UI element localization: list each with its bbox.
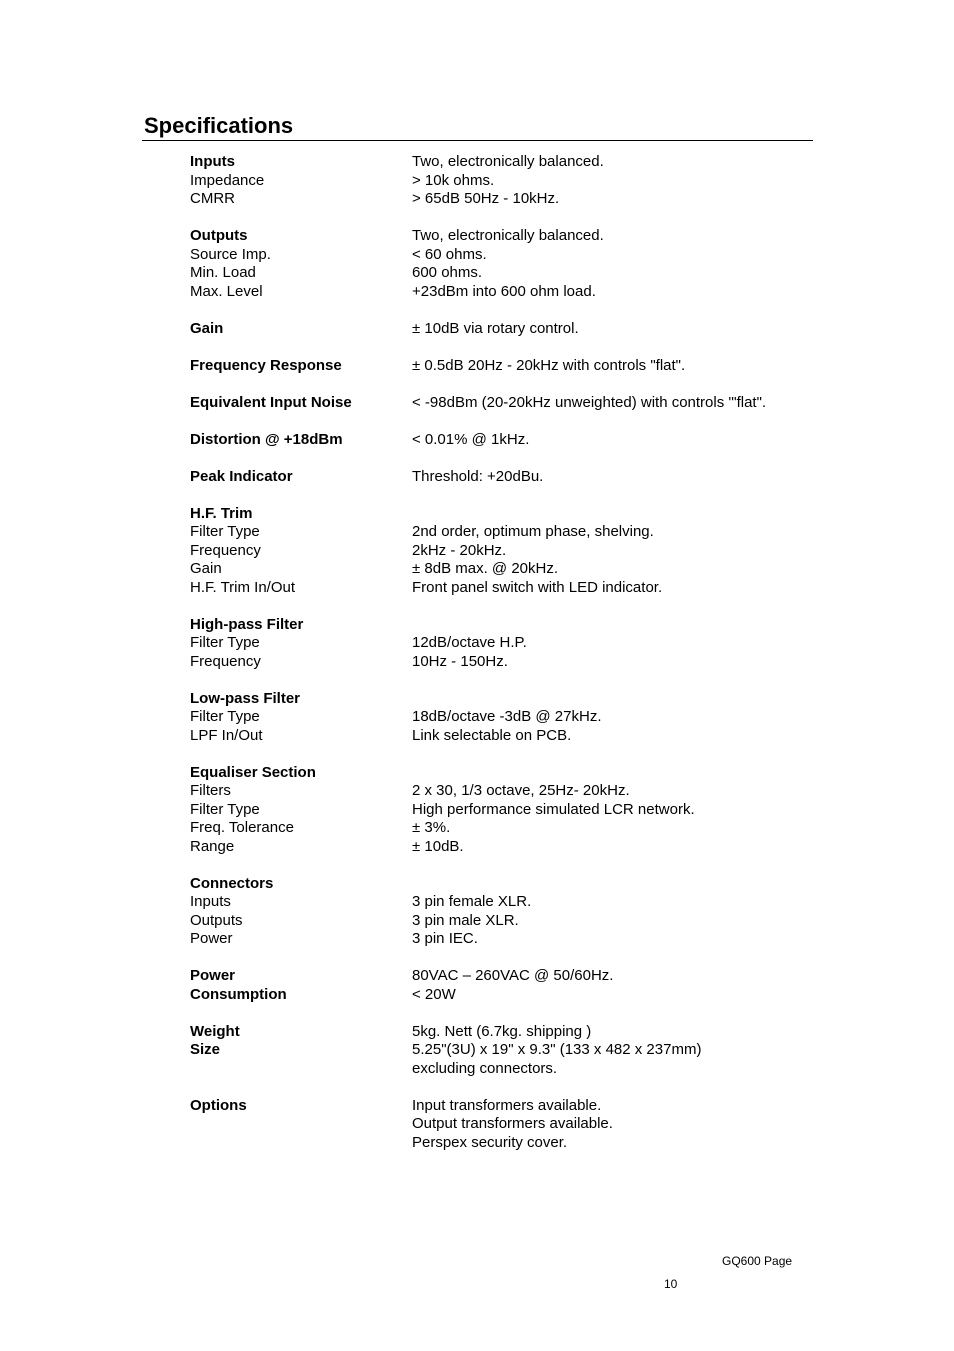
spec-value: Perspex security cover. [412, 1133, 568, 1151]
footer-page-number: 10 [664, 1277, 678, 1291]
spec-row [190, 523, 810, 542]
spec-value: ± 0.5dB 20Hz - 20kHz with controls "flat". [412, 356, 686, 374]
spec-row [190, 708, 810, 727]
spec-heading: Low-pass Filter [190, 689, 301, 707]
spec-value: 3 pin female XLR. [412, 893, 532, 910]
specifications-table [190, 153, 810, 1171]
spec-value: ± 3%. [412, 819, 451, 836]
spec-value: 80VAC – 260VAC @ 50/60Hz. [412, 967, 614, 984]
spec-group [190, 320, 810, 339]
spec-value: < 0.01% @ 1kHz. [412, 430, 530, 448]
spec-row [190, 801, 810, 820]
spec-row [190, 264, 810, 283]
spec-row [190, 819, 810, 838]
spec-group [190, 394, 810, 413]
spec-group [190, 690, 810, 746]
spec-value: +23dBm into 600 ohm load. [412, 282, 596, 300]
spec-value: excluding connectors. [412, 1059, 558, 1077]
spec-label: Freq. Tolerance [190, 819, 294, 836]
spec-value: 2nd order, optimum phase, shelving. [412, 523, 654, 540]
spec-label: Power [190, 930, 233, 947]
spec-row [190, 690, 810, 709]
spec-label: CMRR [190, 190, 235, 207]
spec-heading: Inputs [190, 153, 235, 170]
spec-value: Front panel switch with LED indicator. [412, 578, 663, 596]
spec-value: ± 10dB. [412, 837, 464, 855]
spec-row [190, 986, 810, 1005]
spec-group [190, 764, 810, 857]
spec-label: Filter Type [190, 523, 260, 540]
spec-row [190, 634, 810, 653]
spec-row [190, 1023, 810, 1042]
spec-row [190, 1041, 810, 1060]
page-title: Specifications [144, 113, 294, 138]
spec-row [190, 505, 810, 524]
spec-group [190, 875, 810, 949]
spec-row [190, 893, 810, 912]
spec-row [190, 727, 810, 746]
spec-row [190, 912, 810, 931]
spec-heading: Consumption [190, 985, 287, 1003]
spec-group [190, 1023, 810, 1079]
spec-label: Min. Load [190, 264, 256, 281]
spec-value [412, 764, 810, 783]
spec-value: 2kHz - 20kHz. [412, 541, 507, 559]
spec-heading: Equivalent Input Noise [190, 393, 352, 411]
spec-heading: Distortion @ +18dBm [190, 430, 343, 448]
spec-value: < -98dBm (20-20kHz unweighted) with controls '"flat". [412, 393, 767, 411]
spec-row [190, 1097, 810, 1116]
spec-label: Filter Type [190, 708, 260, 725]
footer-document-ref: GQ600 Page [722, 1254, 793, 1268]
spec-heading: Weight [190, 1022, 240, 1040]
spec-value: > 10k ohms. [412, 171, 495, 189]
spec-label: LPF In/Out [190, 726, 263, 744]
spec-heading: Equaliser Section [190, 763, 316, 781]
spec-value: 2 x 30, 1/3 octave, 25Hz- 20kHz. [412, 782, 630, 799]
spec-row [190, 227, 810, 246]
spec-heading: Options [190, 1096, 247, 1114]
spec-label: H.F. Trim In/Out [190, 578, 296, 596]
spec-group [190, 431, 810, 450]
spec-row [190, 320, 810, 339]
spec-row [190, 838, 810, 857]
spec-label: Source Imp. [190, 245, 271, 263]
spec-value: < 60 ohms. [412, 245, 487, 263]
spec-row [190, 875, 810, 894]
spec-group [190, 967, 810, 1004]
spec-label: Frequency [190, 652, 261, 670]
spec-row [190, 764, 810, 783]
spec-row [190, 190, 810, 209]
spec-row [190, 283, 810, 302]
spec-row [190, 357, 810, 376]
spec-row [190, 1134, 810, 1153]
spec-group [190, 468, 810, 487]
spec-value [412, 875, 810, 894]
spec-label: Max. Level [190, 282, 263, 300]
spec-heading: Gain [190, 319, 224, 337]
spec-value: < 20W [412, 985, 456, 1003]
spec-label: Range [190, 837, 235, 855]
spec-group [190, 227, 810, 301]
spec-value: Link selectable on PCB. [412, 726, 572, 744]
spec-value [412, 616, 810, 635]
spec-heading: High-pass Filter [190, 615, 304, 633]
spec-row [190, 246, 810, 265]
spec-label [190, 1134, 412, 1153]
spec-row [190, 616, 810, 635]
spec-value [412, 505, 810, 524]
spec-group [190, 505, 810, 598]
spec-heading: Outputs [190, 227, 248, 244]
spec-row [190, 579, 810, 598]
spec-value: Input transformers available. [412, 1096, 602, 1114]
spec-value: 3 pin IEC. [412, 930, 478, 947]
spec-row [190, 153, 810, 172]
spec-row [190, 542, 810, 561]
spec-value: 3 pin male XLR. [412, 911, 519, 929]
spec-row [190, 930, 810, 949]
spec-value: Two, electronically balanced. [412, 153, 604, 170]
spec-row [190, 394, 810, 413]
spec-heading: Size [190, 1041, 221, 1058]
spec-label: Filter Type [190, 800, 260, 818]
spec-label: Inputs [190, 893, 231, 910]
spec-row [190, 1060, 810, 1079]
spec-heading: Connectors [190, 874, 274, 892]
spec-label: Filter Type [190, 634, 260, 651]
title-divider [142, 140, 813, 141]
spec-row [190, 172, 810, 191]
spec-value: 600 ohms. [412, 264, 483, 281]
spec-value: 18dB/octave -3dB @ 27kHz. [412, 708, 602, 725]
spec-row [190, 653, 810, 672]
spec-label: Filters [190, 782, 231, 799]
spec-value [412, 690, 810, 709]
spec-value: High performance simulated LCR network. [412, 800, 695, 818]
spec-group [190, 1097, 810, 1153]
spec-group [190, 616, 810, 672]
spec-heading: Frequency Response [190, 356, 342, 374]
spec-label: Frequency [190, 541, 261, 559]
spec-row [190, 782, 810, 801]
spec-group [190, 153, 810, 209]
spec-heading: H.F. Trim [190, 504, 253, 522]
spec-label: Gain [190, 560, 222, 577]
spec-group [190, 357, 810, 376]
spec-label [190, 1060, 412, 1079]
spec-value: 5kg. Nett (6.7kg. shipping ) [412, 1022, 592, 1040]
spec-value: 10Hz - 150Hz. [412, 652, 508, 670]
spec-value: 12dB/octave H.P. [412, 634, 527, 651]
spec-value: Two, electronically balanced. [412, 227, 604, 244]
spec-value: ± 8dB max. @ 20kHz. [412, 560, 559, 577]
spec-label: Outputs [190, 911, 243, 929]
spec-value: Threshold: +20dBu. [412, 467, 544, 485]
spec-value: > 65dB 50Hz - 10kHz. [412, 190, 560, 207]
spec-value: ± 10dB via rotary control. [412, 319, 579, 337]
spec-row [190, 468, 810, 487]
spec-row [190, 560, 810, 579]
spec-heading: Peak Indicator [190, 467, 293, 485]
spec-row [190, 967, 810, 986]
spec-row [190, 431, 810, 450]
spec-label [190, 1115, 412, 1134]
spec-row [190, 1115, 810, 1134]
spec-heading: Power [190, 967, 236, 984]
spec-value: 5.25"(3U) x 19" x 9.3" (133 x 482 x 237mm) [412, 1041, 702, 1058]
spec-value: Output transformers available. [412, 1115, 613, 1132]
spec-label: Impedance [190, 171, 265, 189]
